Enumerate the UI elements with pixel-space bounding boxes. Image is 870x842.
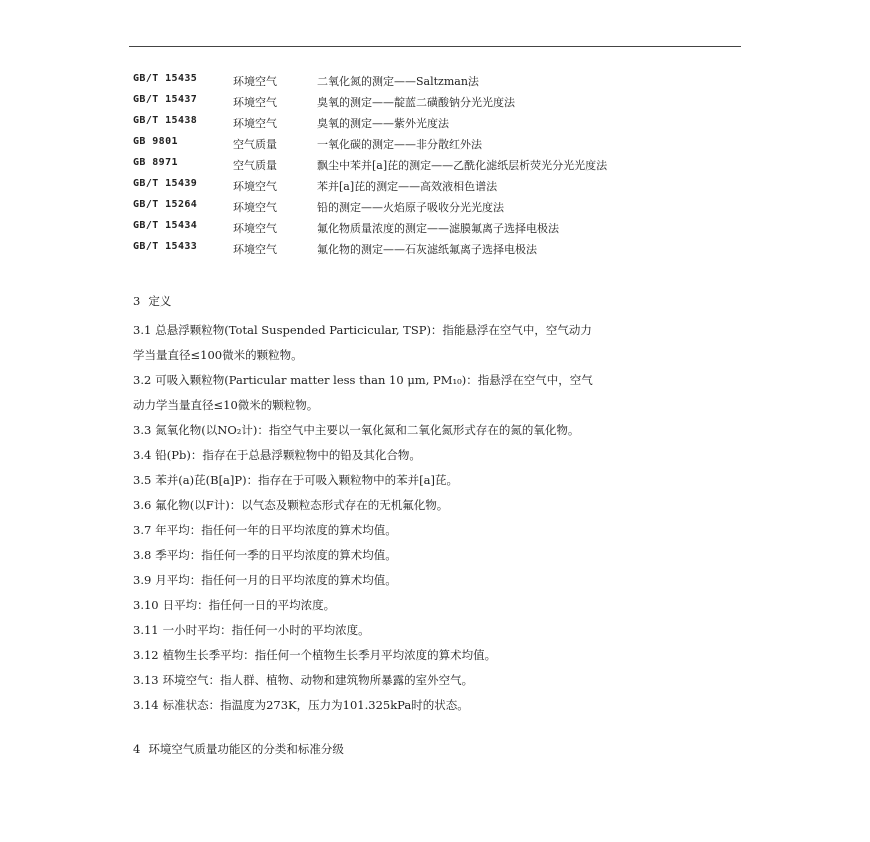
definition-number: 3.2 xyxy=(133,373,152,387)
definition-number: 3.4 xyxy=(133,448,152,462)
definition-item xyxy=(133,318,753,368)
standard-code: GB/T 15264 xyxy=(133,199,198,210)
definition-number: 3.14 xyxy=(133,698,159,712)
standard-code: GB/T 15437 xyxy=(133,94,198,105)
header-rule xyxy=(129,46,741,47)
definition-item xyxy=(133,368,753,418)
standard-row xyxy=(133,136,773,157)
definition-text: 环境空气：指人群、植物、动物和建筑物所暴露的室外空气。 xyxy=(162,673,474,687)
definition-text-continued: 学当量直径≤100微米的颗粒物。 xyxy=(133,348,303,362)
definition-text: 一小时平均：指任何一小时的平均浓度。 xyxy=(162,623,370,637)
definition-item xyxy=(133,643,753,668)
definition-item xyxy=(133,493,753,518)
definition-item xyxy=(133,518,753,543)
definition-number: 3.9 xyxy=(133,573,152,587)
standard-row xyxy=(133,241,773,262)
definition-number: 3.13 xyxy=(133,673,159,687)
standard-code: GB 8971 xyxy=(133,157,178,168)
definition-text: 氮氧化物(以NO₂计)：指空气中主要以一氧化氮和二氧化氮形式存在的氮的氧化物。 xyxy=(155,423,580,437)
definition-item xyxy=(133,668,753,693)
standard-row xyxy=(133,115,773,136)
standard-title: 飘尘中苯并[a]芘的测定——乙酰化滤纸层析荧光分光光度法 xyxy=(317,159,608,172)
definition-number: 3.6 xyxy=(133,498,152,512)
definition-text: 年平均：指任何一年的日平均浓度的算术均值。 xyxy=(155,523,397,537)
definition-item xyxy=(133,443,753,468)
definition-text: 季平均：指任何一季的日平均浓度的算术均值。 xyxy=(155,548,397,562)
definition-text: 可吸入颗粒物(Particular matter less than 10 μm, PM₁₀)：指悬浮在空气中，空气 xyxy=(155,373,593,387)
standard-title: 氟化物质量浓度的测定——滤膜氟离子选择电极法 xyxy=(317,222,559,235)
standard-code: GB/T 15434 xyxy=(133,220,198,231)
standard-row xyxy=(133,178,773,199)
standard-title: 一氧化碳的测定——非分散红外法 xyxy=(317,138,482,151)
standard-code: GB/T 15435 xyxy=(133,73,198,84)
standard-category: 环境空气 xyxy=(233,243,277,256)
standard-category: 环境空气 xyxy=(233,117,277,130)
definition-item xyxy=(133,543,753,568)
section-4-heading xyxy=(133,741,344,757)
standard-title: 铅的测定——火焰原子吸收分光光度法 xyxy=(317,201,504,214)
definition-text: 铅(Pb)：指存在于总悬浮颗粒物中的铅及其化合物。 xyxy=(155,448,421,462)
definition-item xyxy=(133,693,753,718)
definition-number: 3.3 xyxy=(133,423,152,437)
standard-category: 空气质量 xyxy=(233,159,277,172)
standard-row xyxy=(133,157,773,178)
section-title: 环境空气质量功能区的分类和标准分级 xyxy=(148,742,344,756)
standard-category: 环境空气 xyxy=(233,96,277,109)
standard-code: GB/T 15439 xyxy=(133,178,198,189)
section-number: 4 xyxy=(133,742,141,756)
standard-code: GB 9801 xyxy=(133,136,178,147)
standard-title: 臭氧的测定——靛蓝二磺酸钠分光光度法 xyxy=(317,96,515,109)
definition-text: 总悬浮颗粒物(Total Suspended Particicular, TSP)：指能悬浮在空气中，空气动力 xyxy=(155,323,592,337)
definition-text: 植物生长季平均：指任何一个植物生长季月平均浓度的算术均值。 xyxy=(162,648,497,662)
definition-item xyxy=(133,568,753,593)
standard-code: GB/T 15433 xyxy=(133,241,198,252)
definition-number: 3.10 xyxy=(133,598,159,612)
standard-title: 苯并[a]芘的测定——高效液相色谱法 xyxy=(317,180,498,193)
definition-text: 氟化物(以F计)：以气态及颗粒态形式存在的无机氟化物。 xyxy=(155,498,449,512)
definition-text: 日平均：指任何一日的平均浓度。 xyxy=(162,598,336,612)
definition-number: 3.1 xyxy=(133,323,152,337)
definition-item xyxy=(133,418,753,443)
standard-code: GB/T 15438 xyxy=(133,115,198,126)
definition-text: 标准状态：指温度为273K，压力为101.325kPa时的状态。 xyxy=(162,698,469,712)
standard-category: 环境空气 xyxy=(233,201,277,214)
definition-text-continued: 动力学当量直径≤10微米的颗粒物。 xyxy=(133,398,319,412)
standard-row xyxy=(133,199,773,220)
definition-number: 3.12 xyxy=(133,648,159,662)
standard-title: 二氧化氮的测定——Saltzman法 xyxy=(317,75,479,88)
standard-category: 环境空气 xyxy=(233,180,277,193)
definition-number: 3.8 xyxy=(133,548,152,562)
standard-category: 环境空气 xyxy=(233,75,277,88)
definition-number: 3.11 xyxy=(133,623,159,637)
standard-title: 臭氧的测定——紫外光度法 xyxy=(317,117,449,130)
standard-row xyxy=(133,73,773,94)
definitions-list xyxy=(133,318,753,718)
section-title: 定义 xyxy=(148,294,172,308)
definition-item xyxy=(133,618,753,643)
definition-number: 3.7 xyxy=(133,523,152,537)
definition-text: 苯并(a)芘(B[a]P)：指存在于可吸入颗粒物中的苯并[a]芘。 xyxy=(155,473,458,487)
definition-item xyxy=(133,593,753,618)
standard-category: 环境空气 xyxy=(233,222,277,235)
definition-text: 月平均：指任何一月的日平均浓度的算术均值。 xyxy=(155,573,397,587)
standard-row xyxy=(133,94,773,115)
section-number: 3 xyxy=(133,294,141,308)
standard-row xyxy=(133,220,773,241)
definition-item xyxy=(133,468,753,493)
standards-list xyxy=(133,73,773,262)
standard-title: 氟化物的测定——石灰滤纸氟离子选择电极法 xyxy=(317,243,537,256)
section-3-heading xyxy=(133,293,171,309)
definition-number: 3.5 xyxy=(133,473,152,487)
standard-category: 空气质量 xyxy=(233,138,277,151)
